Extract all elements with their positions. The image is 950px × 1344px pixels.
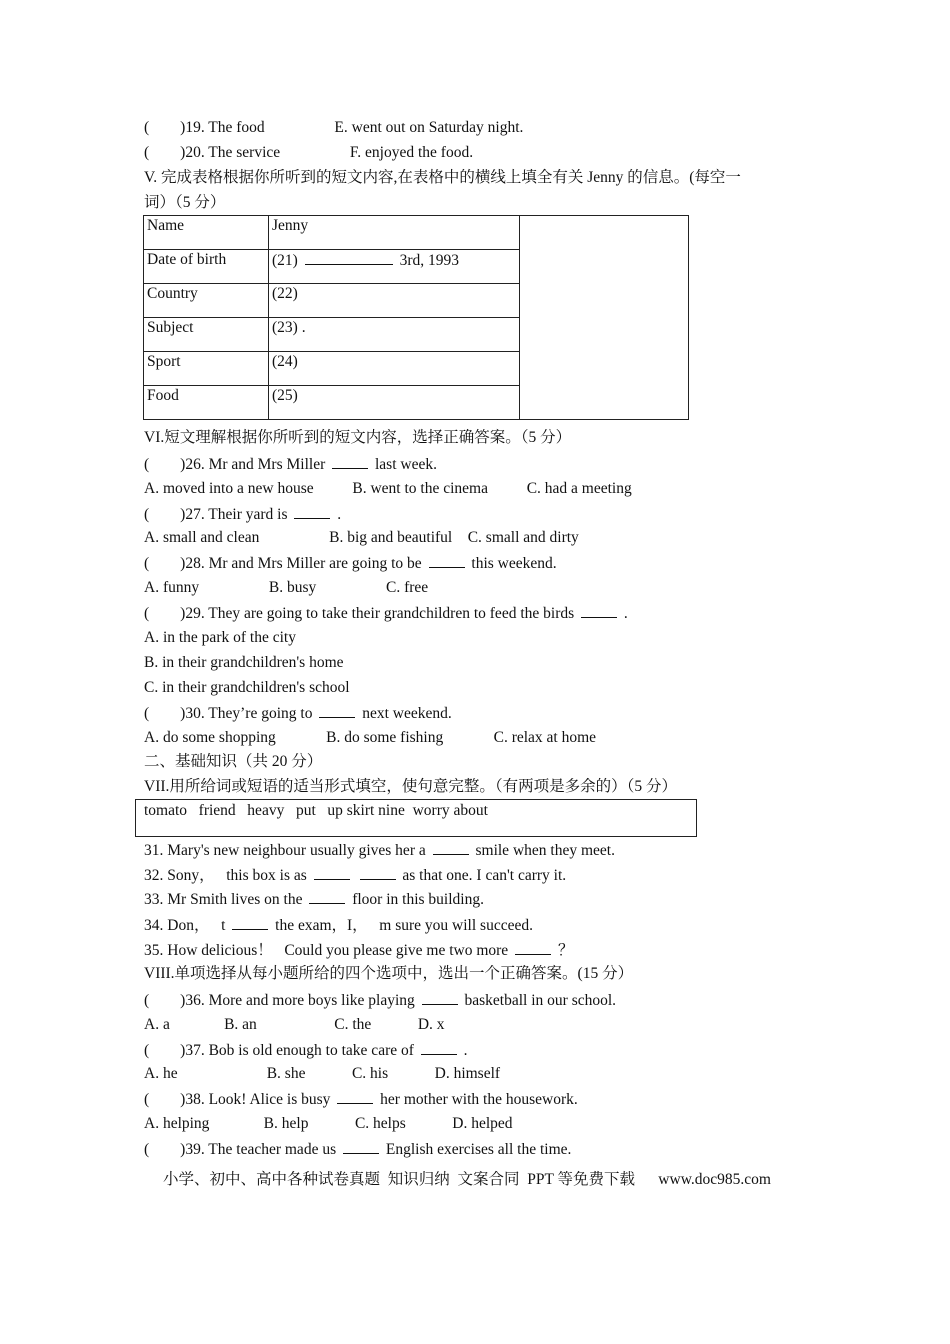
section-6-title: VI.短文理解根据你所听到的短文内容，选择正确答案。（5 分） xyxy=(144,429,572,446)
question-37-options: A. he B. she C. his D. himself xyxy=(144,1065,501,1082)
question-35 xyxy=(144,940,573,961)
answer-blank[interactable] xyxy=(309,889,345,904)
question-text-end: this weekend. xyxy=(471,555,557,572)
question-29-option-c: C. in their grandchildren's school xyxy=(144,679,350,696)
question-30-options: A. do some shopping B. do some fishing C. relax at home xyxy=(144,729,597,746)
table-cell-value: (24) xyxy=(269,352,520,386)
table-cell-label: Date of birth xyxy=(144,250,269,284)
answer-blank[interactable] xyxy=(515,940,551,955)
answer-blank[interactable] xyxy=(421,1040,457,1055)
question-39 xyxy=(144,1139,571,1160)
answer-blank[interactable] xyxy=(232,915,268,930)
question-36-options: A. a B. an C. the D. x xyxy=(144,1016,445,1033)
question-26 xyxy=(144,454,437,475)
table-cell-label: Name xyxy=(144,216,269,250)
section-8-title: VIII.单项选择从每小题所给的四个选项中，选出一个正确答案。(15 分） xyxy=(144,965,634,982)
question-28 xyxy=(144,553,557,574)
question-text-end: English exercises all the time. xyxy=(385,1141,572,1158)
question-text: ( )29. They are going to take their grandchildren to feed the birds xyxy=(144,605,575,622)
question-33 xyxy=(144,889,484,910)
word-bank-box xyxy=(135,799,697,837)
question-29 xyxy=(144,603,628,624)
table-cell-value: Jenny xyxy=(269,216,520,250)
table-cell-value: (25) xyxy=(269,386,520,420)
question-27-options: A. small and clean B. big and beautiful C. small and dirty xyxy=(144,529,579,546)
question-text: 32. Sony， this box is as xyxy=(144,867,307,884)
question-text: ( )27. Their yard is xyxy=(144,506,288,523)
answer-blank[interactable] xyxy=(305,250,393,265)
question-text-end: floor in this building. xyxy=(352,891,484,908)
table-cell-value: (23) . xyxy=(269,318,520,352)
question-34 xyxy=(144,915,533,936)
answer-blank[interactable] xyxy=(422,990,458,1005)
question-37 xyxy=(144,1040,468,1061)
question-text: ( )30. They’re going to xyxy=(144,705,313,722)
jenny-info-table xyxy=(143,215,689,420)
question-text-end: . xyxy=(337,506,342,523)
question-28-options: A. funny B. busy C. free xyxy=(144,579,429,596)
table-row xyxy=(144,216,689,250)
table-cell-label: Food xyxy=(144,386,269,420)
question-38 xyxy=(144,1089,578,1110)
table-cell-empty xyxy=(520,216,689,420)
answer-number: (21) xyxy=(272,252,298,269)
question-text: ( )28. Mr and Mrs Miller are going to be xyxy=(144,555,422,572)
question-36 xyxy=(144,990,616,1011)
answer-blank[interactable] xyxy=(314,865,350,880)
answer-blank[interactable] xyxy=(337,1089,373,1104)
question-30 xyxy=(144,703,452,724)
question-text: 31. Mary's new neighbour usually gives her a xyxy=(144,842,426,859)
question-20: ( )20. The service F. enjoyed the food. xyxy=(144,144,474,161)
answer-blank[interactable] xyxy=(433,840,469,855)
answer-blank[interactable] xyxy=(360,865,396,880)
question-31 xyxy=(144,840,615,861)
question-text-end: last week. xyxy=(375,456,437,473)
question-text-end: the exam，I， m sure you will succeed. xyxy=(275,917,533,934)
section-5-title: V. 完成表格根据你所听到的短文内容,在表格中的横线上填全有关 Jenny 的信息。(每空一 xyxy=(144,169,741,186)
table-cell-value xyxy=(269,250,520,284)
question-19: ( )19. The food E. went out on Saturday night. xyxy=(144,119,524,136)
question-text: ( )38. Look! Alice is busy xyxy=(144,1091,331,1108)
answer-blank[interactable] xyxy=(343,1139,379,1154)
answer-blank[interactable] xyxy=(429,553,465,568)
question-text: ( )36. More and more boys like playing xyxy=(144,992,415,1009)
table-cell-label: Sport xyxy=(144,352,269,386)
question-text: ( )37. Bob is old enough to take care of xyxy=(144,1042,414,1059)
section-7-title: VII.用所给词或短语的适当形式填空，使句意完整。（有两项是多余的）（5 分） xyxy=(144,778,678,795)
question-29-option-b: B. in their grandchildren's home xyxy=(144,654,344,671)
answer-blank[interactable] xyxy=(319,703,355,718)
question-text-end: smile when they meet. xyxy=(475,842,615,859)
question-38-options: A. helping B. help C. helps D. helped xyxy=(144,1115,513,1132)
answer-blank[interactable] xyxy=(581,603,617,618)
question-text: 33. Mr Smith lives on the xyxy=(144,891,303,908)
question-text-end: as that one. I can't carry it. xyxy=(402,867,567,884)
question-26-options: A. moved into a new house B. went to the cinema C. had a meeting xyxy=(144,480,632,497)
answer-blank[interactable] xyxy=(332,454,368,469)
page-footer: 小学、初中、高中各种试卷真题 知识归纳 文案合同 PPT 等免费下载 www.doc985.com xyxy=(163,1171,771,1188)
question-29-option-a: A. in the park of the city xyxy=(144,629,296,646)
answer-blank[interactable] xyxy=(294,504,330,519)
table-cell-label: Subject xyxy=(144,318,269,352)
table-cell-value: (22) xyxy=(269,284,520,318)
question-32 xyxy=(144,865,566,886)
question-text-end: basketball in our school. xyxy=(464,992,617,1009)
word-bank: tomato friend heavy put up skirt nine worry about xyxy=(144,802,488,819)
part-2-title: 二、基础知识（共 20 分） xyxy=(144,753,323,770)
question-text: 35. How delicious！ Could you please give me two more xyxy=(144,942,509,959)
question-27 xyxy=(144,504,341,525)
question-text-end: her mother with the housework. xyxy=(380,1091,578,1108)
question-text: ( )26. Mr and Mrs Miller xyxy=(144,456,326,473)
date-text: 3rd, 1993 xyxy=(399,252,459,269)
question-text-end: next weekend. xyxy=(362,705,452,722)
section-5-title-cont: 词）（5 分） xyxy=(144,194,226,211)
question-text-end: . xyxy=(623,605,628,622)
table-cell-label: Country xyxy=(144,284,269,318)
question-text: ( )39. The teacher made us xyxy=(144,1141,337,1158)
question-text-end: ？ xyxy=(557,942,574,959)
question-text: 34. Don， t xyxy=(144,917,226,934)
question-text-end: . xyxy=(463,1042,468,1059)
